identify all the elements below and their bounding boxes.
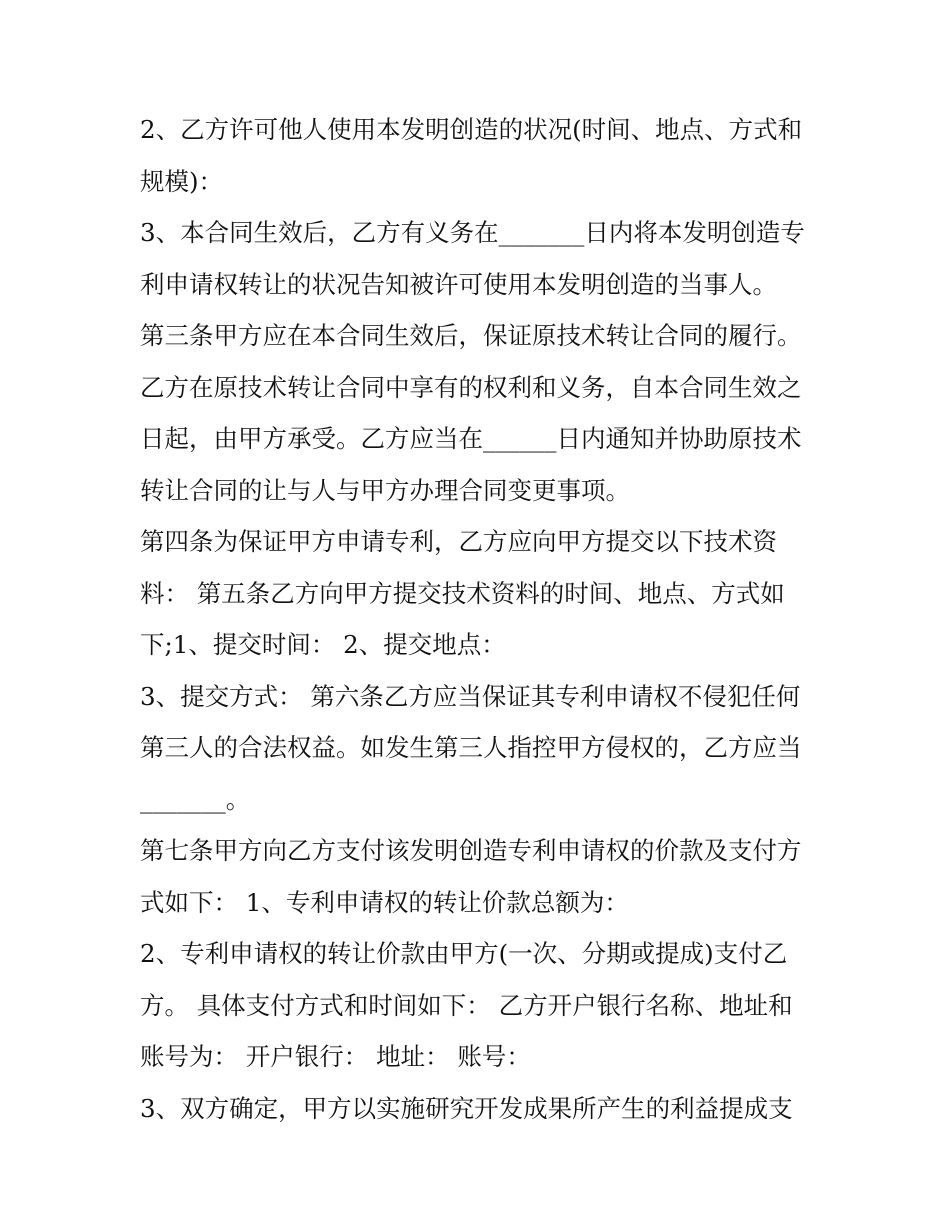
text-line-9: 第四条为保证甲方申请专利，乙方应向甲方提交以下技术资	[140, 527, 777, 556]
text-line-1: 2、乙方许可他人使用本发明创造的状况(时间、地点、方式和	[140, 115, 803, 144]
text-line-4: 利申请权转让的状况告知被许可使用本发明创造的当事人。	[140, 269, 777, 299]
text-line-10: 料： 第五条乙方向甲方提交技术资料的时间、地点、方式如	[140, 578, 785, 608]
text-line-2: 规模)：	[140, 166, 224, 196]
text-line-19: 账号为： 开户银行： 地址： 账号：	[140, 1042, 531, 1071]
text-line-16: 式如下： 1、专利申请权的转让价款总额为：	[140, 887, 629, 917]
text-line-20: 3、双方确定，甲方以实施研究开发成果所产生的利益提成支	[140, 1093, 793, 1123]
text-line-12: 3、提交方式： 第六条乙方应当保证其专利申请权不侵犯任何	[140, 681, 801, 711]
text-line-6: 乙方在原技术转让合同中享有的权利和义务，自本合同生效之	[140, 372, 802, 402]
text-line-18: 方。 具体支付方式和时间如下： 乙方开户银行名称、地址和	[140, 990, 793, 1020]
contract-text	[140, 104, 820, 1134]
text-line-13: 第三人的合法权益。如发生第三人指控甲方侵权的，乙方应当	[140, 733, 802, 762]
text-line-7: 日起，由甲方承受。乙方应当在______日内通知并协助原技术	[140, 424, 802, 453]
text-line-15: 第七条甲方向乙方支付该发明创造专利申请权的价款及支付方	[140, 836, 802, 865]
text-line-3: 3、本合同生效后，乙方有义务在_______日内将本发明创造专	[140, 218, 805, 247]
text-line-5: 第三条甲方应在本合同生效后，保证原技术转让合同的履行。	[140, 321, 802, 350]
text-line-17: 2、专利申请权的转让价款由甲方(一次、分期或提成)支付乙	[140, 939, 788, 968]
text-line-14: _______。	[140, 784, 251, 814]
text-line-8: 转让合同的让与人与甲方办理合同变更事项。	[140, 475, 630, 505]
text-line-11: 下;1、提交时间： 2、提交地点：	[140, 630, 506, 659]
